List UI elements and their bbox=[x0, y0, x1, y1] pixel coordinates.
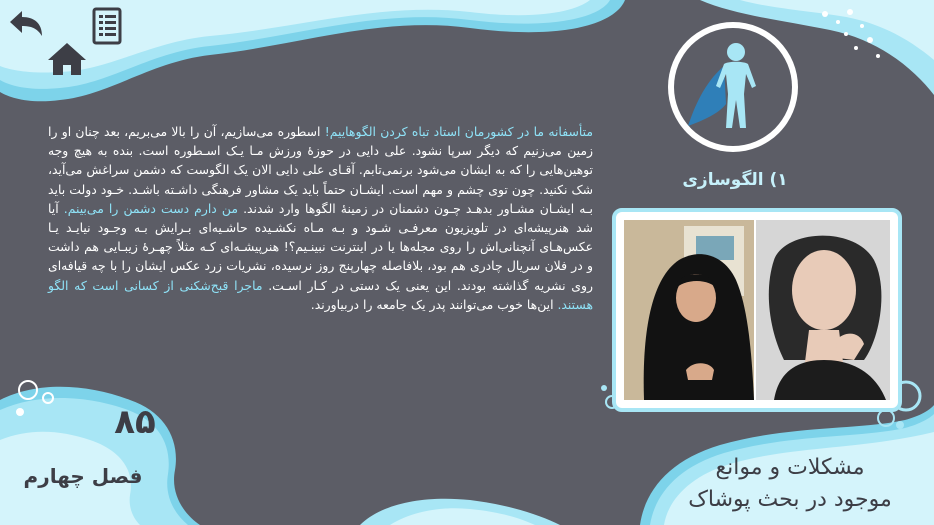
home-icon bbox=[46, 40, 88, 78]
body-text-3: این‌ها خوب می‌توانند پدر یک جامعه را دربیاورند. bbox=[310, 296, 558, 312]
highlight-text-3: ماجرا قبح‌شکنی از کسانی است که الگو هستند. bbox=[48, 277, 593, 312]
section-avatar bbox=[668, 22, 798, 152]
menu-button[interactable] bbox=[90, 6, 124, 46]
highlight-text-2: من دارم دست دشمن را می‌بینم. bbox=[63, 200, 244, 216]
chapter-label: فصل چهارم bbox=[23, 464, 143, 488]
body-text-1: اسطوره می‌سازیم، آن را بالا می‌بریم، بعد چنان او را زمین می‌زنیم که دیگر سرپا نشود. علی دایی در حوزهٔ ورزش مـا یـک اسـطوره است. بنده به هیچ وجه توهین‌هایی را که به ایشان می‌شود برنمی‌تابم. آقـای علی دایی الان یک الگوست که دشمن سراغش می‌آید، شک نکنید. چون توی چشم و مهم است. ایشـان حتماً باید یک مشاور فرهنگی داشـته باشـد. خـود دولت باید بـه ایشـان مشـاور بدهـد چـون دشمنان در زمینهٔ الگوها وارد شدند. bbox=[48, 124, 593, 216]
comparison-photo bbox=[624, 220, 890, 400]
superhero-icon bbox=[674, 28, 792, 146]
photo-frame bbox=[612, 208, 902, 412]
footer-title bbox=[650, 452, 930, 516]
list-document-icon bbox=[90, 6, 124, 46]
footer-title-line-2: موجود در بحث پوشاک bbox=[688, 487, 892, 512]
highlight-text-1: متأسفانه ما در کشورمان استاد تباه کردن الگوهاییم! bbox=[324, 124, 593, 139]
page-number: ۸۵ bbox=[114, 402, 156, 442]
back-arrow-icon bbox=[6, 6, 46, 42]
woman-in-chador-photo bbox=[624, 220, 754, 400]
woman-portrait-photo bbox=[756, 220, 890, 400]
home-button[interactable] bbox=[46, 40, 88, 78]
body-text-2: آیا شد هنرپیشه‌ای در تلویزیون معرفـی شـود و بـه مـاه نکشـیده حاشـیه‌ای بـرایش بـه وجـود نیایـد یـا عکس‌هـای آنچنانی‌اش را روی مجله‌ها یا در اینترنت نبینـیم؟! هنرپیشـه‌ای کـه مثلاً چهـرهٔ زیبـایی هم داشت و در فلان سریال چادری هم بود، بلافاصله چهارپنج روز نرسیده، نشریات زرد عکس ایشان را با چه قیافه‌ای روی نشریه گذاشته بودند. این یعنی یک دستی در کـار اسـت. bbox=[48, 200, 593, 293]
footer-title-line-1: مشکلات و موانع bbox=[715, 455, 865, 480]
section-title: ۱) الگوسازی bbox=[682, 170, 788, 190]
body-paragraph bbox=[48, 122, 593, 314]
back-button[interactable] bbox=[6, 6, 46, 42]
